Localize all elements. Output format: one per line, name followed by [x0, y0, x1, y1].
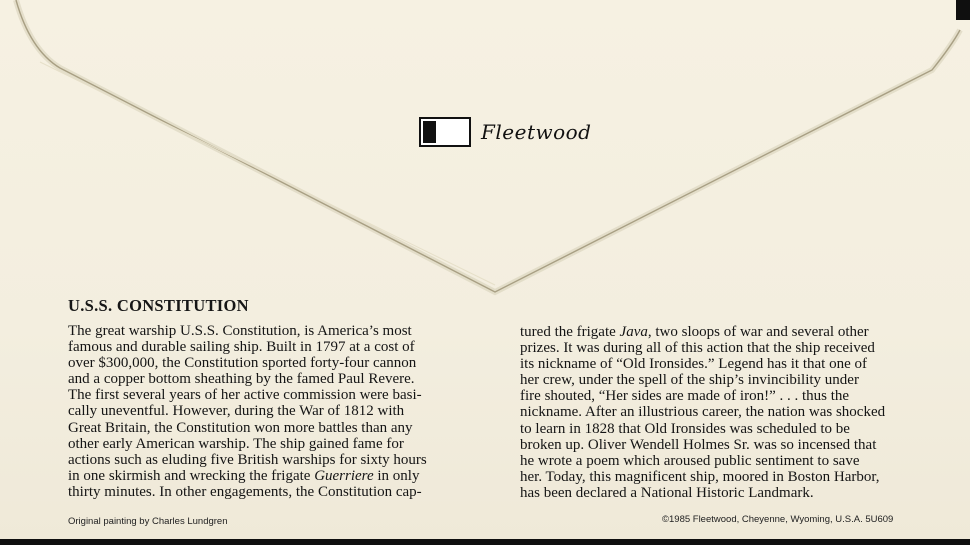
text-line: The great warship U.S.S. Constitution, is America’s most: [68, 323, 412, 339]
text-line: famous and durable sailing ship. Built in 1797 at a cost of: [68, 339, 415, 356]
text-line: has been declared a National Historic Landmark.: [520, 484, 814, 501]
text-line: to learn in 1828 that Old Ironsides was scheduled to be: [520, 420, 850, 437]
text-line: over $300,000, the Constitution sported forty-four cannon: [68, 355, 417, 372]
text-line: other early American warship. The ship gained fame for: [68, 435, 404, 452]
text-line: in one skirmish and wrecking the frigate Guerriere in only: [68, 467, 420, 484]
article-title: U.S.S. CONSTITUTION: [68, 296, 249, 315]
text-line: thirty minutes. In other engagements, the Constitution cap-: [68, 483, 422, 500]
text-line: he wrote a poem which aroused public sentiment to save: [520, 452, 860, 469]
text-line: cally uneventful. However, during the War of 1812 with: [68, 403, 405, 420]
logo-text: Fleetwood: [481, 120, 592, 144]
painting-credit: Original painting by Charles Lundgren: [68, 516, 228, 527]
text-line: prizes. It was during all of this action that the ship received: [520, 340, 875, 357]
text-line: tured the frigate Java, two sloops of war and several other: [520, 324, 869, 340]
text-line: its nickname of “Old Ironsides.” Legend has it that one of: [520, 356, 867, 373]
copyright-notice: ©1985 Fleetwood, Cheyenne, Wyoming, U.S.A. 5U609: [662, 514, 894, 525]
text-line: her. Today, this magnificent ship, moored in Boston Harbor,: [520, 468, 880, 485]
article-column-left: [68, 323, 470, 500]
article-column-right: [520, 324, 918, 501]
fleetwood-logo: [419, 116, 592, 148]
text-line: her crew, under the spell of the ship’s invincibility under: [520, 372, 859, 389]
text-line: Great Britain, the Constitution won more battles than any: [68, 419, 413, 436]
text-line: broken up. Oliver Wendell Holmes Sr. was so incensed that: [520, 436, 877, 453]
text-line: and a copper bottom sheathing by the famed Paul Revere.: [68, 371, 415, 388]
text-line: nickname. After an illustrious career, the nation was shocked: [520, 404, 886, 421]
text-line: fire shouted, “Her sides are made of iron!” . . . thus the: [520, 388, 850, 405]
logo-mark: [419, 117, 471, 147]
text-line: actions such as eluding five British warships for sixty hours: [68, 451, 427, 468]
text-line: The first several years of her active commission were basi-: [68, 387, 422, 404]
